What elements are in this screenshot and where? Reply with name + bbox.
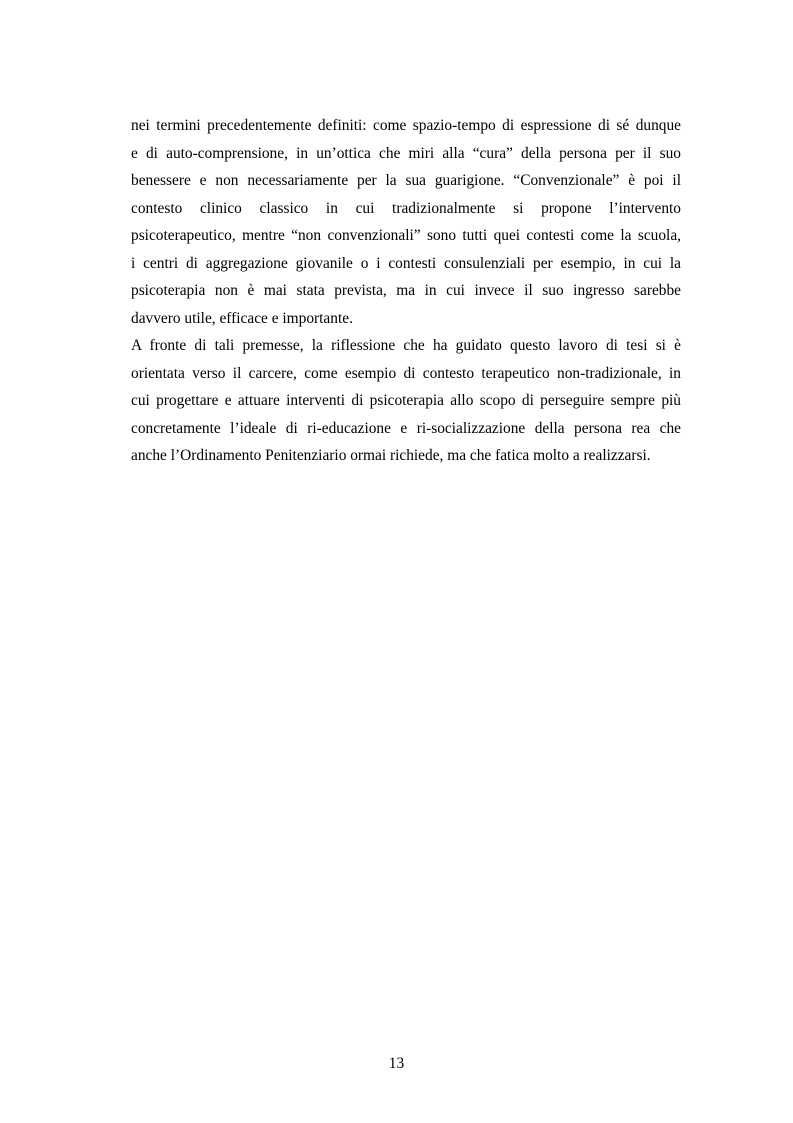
text-line: concretamente l’ideale di ri-educazione e ri-socializzazione della persona rea che bbox=[131, 419, 681, 437]
text-line: psicoterapeutico, mentre “non convenzionali” sono tutti quei contesti come la scuola, bbox=[131, 227, 681, 244]
text-line: orientata verso il carcere, come esempio di contesto terapeutico non-tradizionale, in bbox=[131, 364, 681, 382]
paragraph-1 bbox=[131, 112, 681, 332]
text-line: contesto clinico classico in cui tradizionalmente si propone l’intervento bbox=[131, 199, 681, 217]
text-line: davvero utile, efficace e importante. bbox=[131, 309, 353, 327]
text-line: benessere e non necessariamente per la sua guarigione. “Convenzionale” è poi il bbox=[131, 172, 681, 189]
body-text bbox=[131, 112, 681, 470]
page-number: 13 bbox=[388, 1055, 405, 1072]
paragraph-2 bbox=[131, 332, 681, 470]
text-line: anche l’Ordinamento Penitenziario ormai richiede, ma che fatica molto a realizzarsi. bbox=[131, 447, 651, 464]
text-line: e di auto-comprensione, in un’ottica che miri alla “cura” della persona per il suo bbox=[131, 144, 681, 162]
text-line: nei termini precedentemente definiti: come spazio-tempo di espressione di sé dunque bbox=[131, 117, 681, 134]
text-line: i centri di aggregazione giovanile o i contesti consulenziali per esempio, in cui la bbox=[131, 254, 681, 272]
text-line: A fronte di tali premesse, la riflessione che ha guidato questo lavoro di tesi si è bbox=[131, 337, 681, 354]
text-line: psicoterapia non è mai stata prevista, ma in cui invece il suo ingresso sarebbe bbox=[131, 282, 681, 299]
text-line: cui progettare e attuare interventi di psicoterapia allo scopo di perseguire sempre più bbox=[131, 392, 681, 409]
